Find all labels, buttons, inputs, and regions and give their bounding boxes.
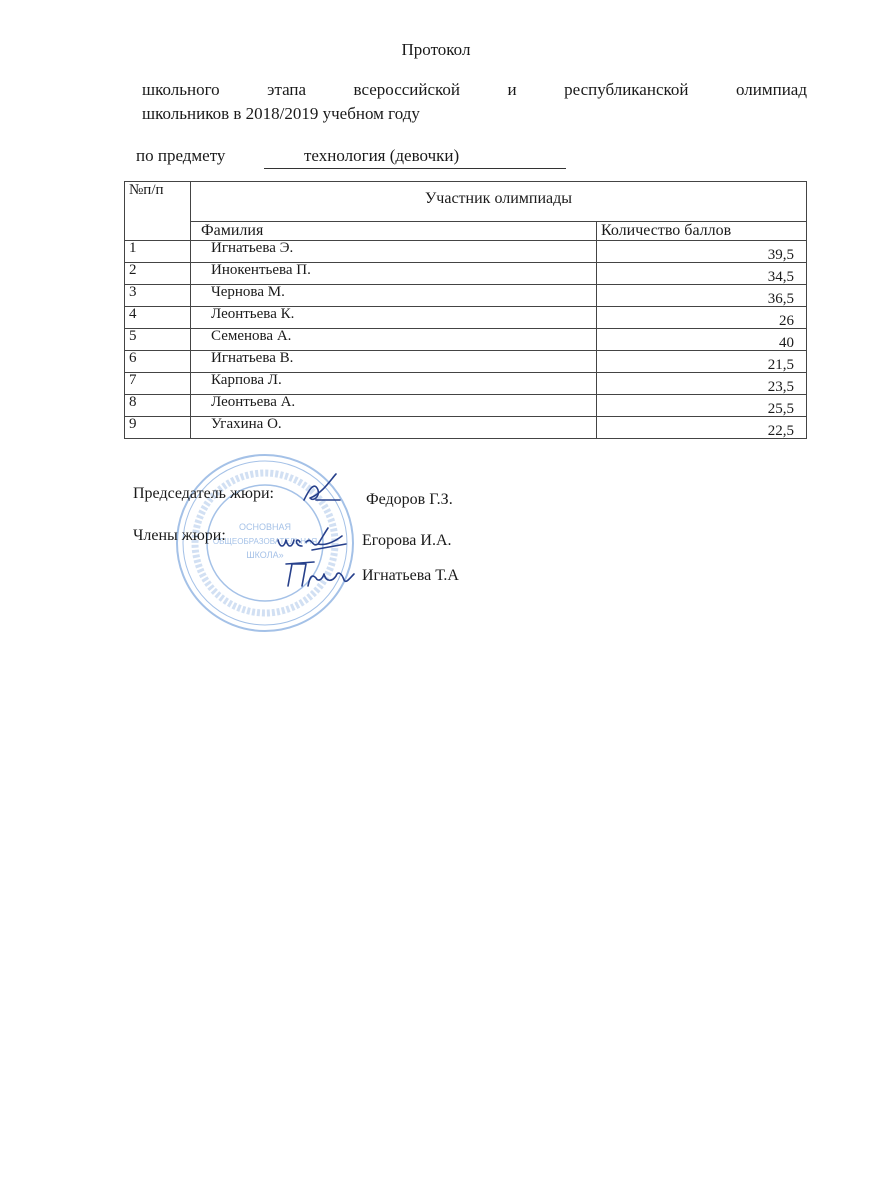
table-row <box>125 373 807 395</box>
row-score: 26 <box>597 307 807 329</box>
chair-signature <box>296 470 346 510</box>
row-score: 22,5 <box>597 417 807 439</box>
row-name: Игнатьева Э. <box>191 241 597 263</box>
subject-label: по предмету <box>136 146 226 165</box>
row-number: 3 <box>125 285 191 307</box>
row-score: 36,5 <box>597 285 807 307</box>
row-name: Семенова А. <box>191 329 597 351</box>
table-row <box>125 329 807 351</box>
table-row <box>125 395 807 417</box>
row-number: 4 <box>125 307 191 329</box>
table-row <box>125 241 807 263</box>
table-row <box>125 263 807 285</box>
stamp-line-2: ОБЩЕОБРАЗОВАТЕЛЬНАЯ <box>212 537 318 546</box>
stamp-line-3: ШКОЛА» <box>246 550 284 560</box>
header-participant: Участник олимпиады <box>191 182 807 222</box>
row-score: 34,5 <box>597 263 807 285</box>
row-number: 2 <box>125 263 191 285</box>
stamp-line-1: ОСНОВНАЯ <box>238 522 292 532</box>
row-score: 40 <box>597 329 807 351</box>
row-number: 6 <box>125 351 191 373</box>
row-score: 25,5 <box>597 395 807 417</box>
row-name: Чернова М. <box>191 285 597 307</box>
table-row <box>125 351 807 373</box>
table-body <box>125 241 807 439</box>
member-1-signature <box>272 520 352 560</box>
header-surname: Фамилия <box>191 222 597 241</box>
row-number: 8 <box>125 395 191 417</box>
row-name: Карпова Л. <box>191 373 597 395</box>
jury-member-1: Егорова И.А. <box>362 532 452 549</box>
jury-chair-label: Председатель жюри: <box>133 485 274 502</box>
row-score: 39,5 <box>597 241 807 263</box>
row-number: 7 <box>125 373 191 395</box>
row-name: Игнатьева В. <box>191 351 597 373</box>
row-name: Угахина О. <box>191 417 597 439</box>
row-number: 1 <box>125 241 191 263</box>
table-row <box>125 285 807 307</box>
document-title: Протокол <box>401 40 471 59</box>
subtitle-line-2: школьников в 2018/2019 учебном году <box>142 104 420 123</box>
row-number: 5 <box>125 329 191 351</box>
jury-member-2: Игнатьева Т.А <box>362 567 459 584</box>
row-name: Леонтьева К. <box>191 307 597 329</box>
table-row <box>125 417 807 439</box>
header-score: Количество баллов <box>597 222 807 241</box>
subtitle-line-1: школьного этапа всероссийской и республиканской олимпиад <box>142 80 807 99</box>
row-name: Инокентьева П. <box>191 263 597 285</box>
member-2-signature <box>278 556 358 596</box>
table-row <box>125 307 807 329</box>
jury-chair-name: Федоров Г.З. <box>366 491 453 508</box>
jury-members-label: Члены жюри: <box>133 527 226 544</box>
subject-value: технология (девочки) <box>304 146 460 165</box>
header-number: №п/п <box>125 182 191 241</box>
results-table <box>124 181 807 439</box>
row-score: 23,5 <box>597 373 807 395</box>
row-score: 21,5 <box>597 351 807 373</box>
row-name: Леонтьева А. <box>191 395 597 417</box>
row-number: 9 <box>125 417 191 439</box>
